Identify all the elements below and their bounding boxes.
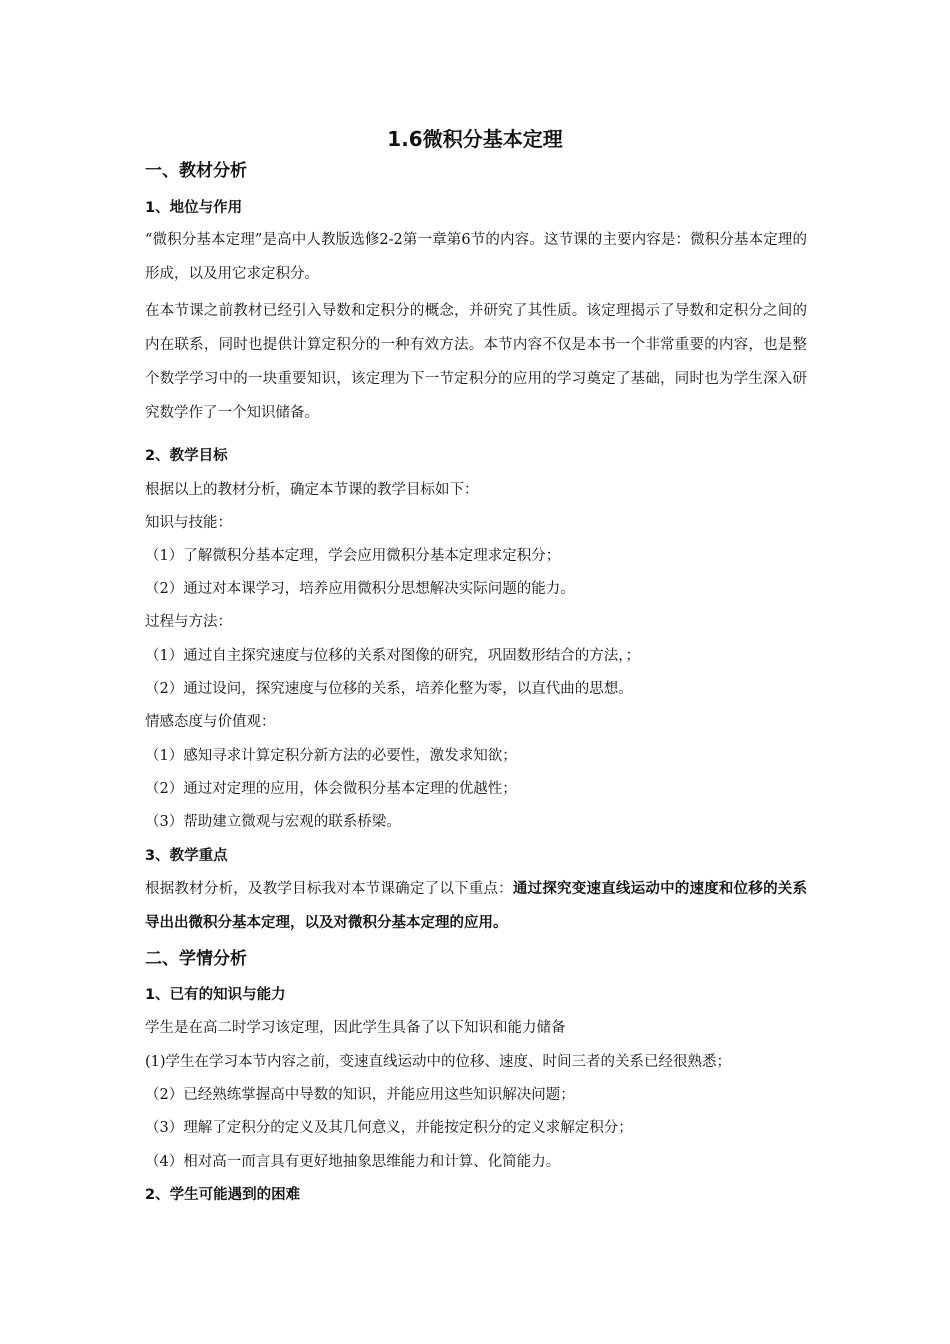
section-heading-student-analysis: 二、学情分析	[145, 949, 247, 969]
emotion-item: （1）感知寻求计算定积分新方法的必要性，激发求知欲；	[145, 748, 517, 764]
knowledge-label: 知识与技能：	[145, 515, 232, 531]
subheading-teaching-goals: 2、教学目标	[145, 448, 228, 464]
existing-knowledge-item: （3）理解了定积分的定义及其几何意义，并能按定积分的定义求解定积分；	[145, 1120, 633, 1136]
emotion-item: （2）通过对定理的应用，体会微积分基本定理的优越性；	[145, 781, 517, 797]
paragraph-position-role-2: 在本节课之前教材已经引入导数和定积分的概念，并研究了其性质。该定理揭示了导数和定积分之间的内在联系，同时也提供计算定积分的一种有效方法。本节内容不仅是本书一个非常重要的内容，也是整个数学学习中的一块重要知识，该定理为下一节定积分的应用的学习奠定了基础，同时也为学生深入研究数学作了一个知识储备。	[145, 303, 807, 421]
process-item: （2）通过设问，探究速度与位移的关系，培养化整为零，以直代曲的思想。	[145, 681, 633, 697]
subheading-teaching-focus: 3、教学重点	[145, 848, 228, 864]
page-title: 1.6微积分基本定理	[387, 127, 563, 151]
existing-knowledge-item: （4）相对高一而言具有更好地抽象思维能力和计算、化简能力。	[145, 1154, 561, 1170]
subheading-existing-knowledge: 1、已有的知识与能力	[145, 987, 286, 1003]
existing-knowledge-item: (1)学生在学习本节内容之前，变速直线运动中的位移、速度、时间三者的关系已经很熟悉；	[145, 1054, 732, 1070]
paragraph-position-role-1: “微积分基本定理”是高中人教版选修2-2第一章第6节的内容。这节课的主要内容是：微积分基本定理的形成，以及用它求定积分。	[145, 232, 807, 282]
subheading-possible-difficulties: 2、学生可能遇到的困难	[145, 1187, 301, 1203]
focus-lead-text: 根据教材分析，及教学目标我对本节课确定了以下重点：	[145, 881, 513, 897]
subheading-position-role: 1、地位与作用	[145, 200, 243, 216]
section-heading-textbook-analysis: 一、教材分析	[145, 161, 247, 181]
focus-bold-text: 通过探究变速直线运动中的速度和位移的关系导出出微积分基本定理，以及对微积分基本定理的应用。	[145, 881, 808, 931]
emotion-item: （3）帮助建立微观与宏观的联系桥梁。	[145, 814, 401, 830]
process-label: 过程与方法：	[145, 614, 232, 630]
knowledge-item: （2）通过对本课学习，培养应用微积分思想解决实际问题的能力。	[145, 581, 575, 597]
process-item: （1）通过自主探究速度与位移的关系对图像的研究，巩固数形结合的方法，；	[145, 648, 640, 664]
goals-intro: 根据以上的教材分析，确定本节课的教学目标如下：	[145, 482, 479, 498]
existing-knowledge-item: （2）已经熟练掌握高中导数的知识，并能应用这些知识解决问题；	[145, 1087, 575, 1103]
existing-knowledge-intro: 学生是在高二时学习该定理，因此学生具备了以下知识和能力储备	[145, 1020, 566, 1036]
emotion-label: 情感态度与价值观：	[145, 714, 276, 730]
knowledge-item: （1）了解微积分基本定理，学会应用微积分基本定理求定积分；	[145, 548, 561, 564]
paragraph-teaching-focus	[145, 872, 807, 940]
